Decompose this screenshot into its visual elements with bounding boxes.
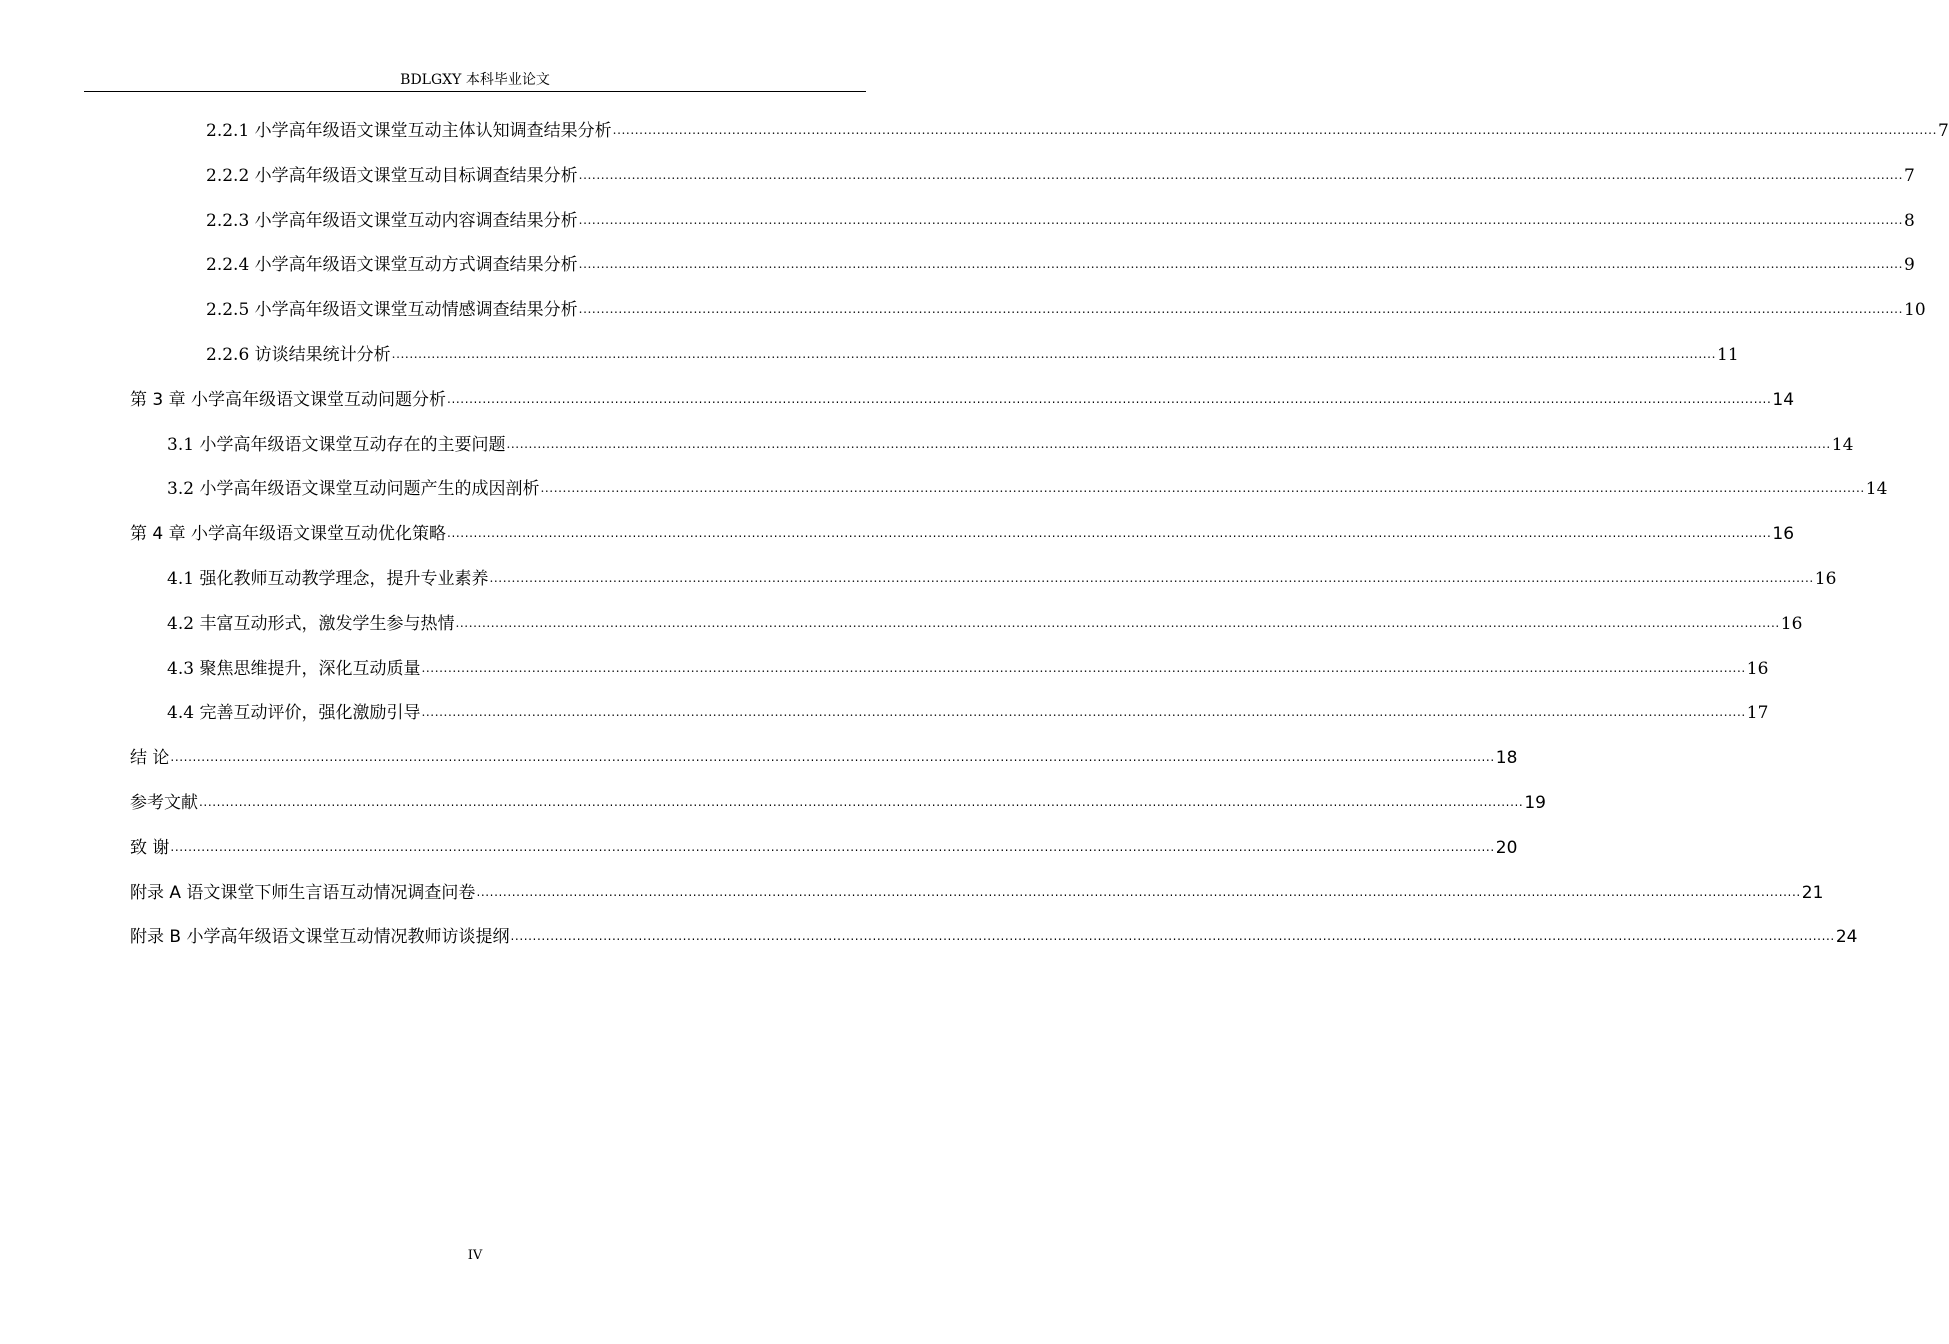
toc-entry-page: 14	[1865, 479, 1888, 500]
toc-entry-page: 21	[1801, 882, 1824, 903]
dot-leader: ............................................................................................................................................................................................................................................................................................................	[489, 571, 1814, 585]
toc-entry[interactable]	[206, 118, 1949, 142]
toc-entry[interactable]	[130, 387, 1795, 411]
toc-entry[interactable]	[167, 476, 1888, 500]
toc-entry-page: 8	[1904, 210, 1915, 231]
toc-entry[interactable]	[206, 163, 1915, 187]
dot-leader: ............................................................................................................................................................................................................................................................................................................	[447, 526, 1772, 541]
toc-entry[interactable]	[167, 566, 1837, 590]
dot-leader: ............................................................................................................................................................................................................................................................................................................	[476, 884, 1801, 899]
toc-entry-label: 第 4 章 小学高年级语文课堂互动优化策略	[130, 524, 447, 545]
dot-leader: ............................................................................................................................................................................................................................................................................................................	[170, 750, 1495, 765]
toc-entry-page: 10	[1904, 300, 1926, 321]
toc-entry-label: 4.4 完善互动评价，强化激励引导	[167, 703, 421, 724]
dot-leader: ............................................................................................................................................................................................................................................................................................................	[578, 212, 1904, 227]
toc-entry-label: 结 论	[130, 748, 170, 769]
toc-entry-page: 20	[1495, 837, 1518, 858]
toc-entry-page: 18	[1495, 748, 1518, 769]
toc-entry-label: 附录 A 语文课堂下师生言语互动情况调查问卷	[130, 882, 476, 903]
toc-entry-page: 16	[1772, 524, 1795, 545]
dot-leader: ............................................................................................................................................................................................................................................................................................................	[540, 481, 1865, 496]
toc-entry[interactable]	[206, 297, 1926, 321]
dot-leader: ............................................................................................................................................................................................................................................................................................................	[578, 167, 1904, 182]
dot-leader: ............................................................................................................................................................................................................................................................................................................	[421, 705, 1746, 720]
toc-entry-label: 3.1 小学高年级语文课堂互动存在的主要问题	[167, 434, 506, 455]
dot-leader: ............................................................................................................................................................................................................................................................................................................	[506, 436, 1831, 451]
toc-entry[interactable]	[167, 432, 1854, 456]
toc-entry-label: 参考文献	[130, 793, 198, 813]
header-rule	[84, 91, 866, 92]
dot-leader: ............................................................................................................................................................................................................................................................................................................	[447, 391, 1772, 406]
dot-leader: ............................................................................................................................................................................................................................................................................................................	[170, 839, 1495, 854]
toc-entry-page: 11	[1717, 345, 1739, 365]
dot-leader: ............................................................................................................................................................................................................................................................................................................	[612, 123, 1938, 137]
toc-entry-label: 2.2.3 小学高年级语文课堂互动内容调查结果分析	[206, 210, 578, 231]
toc-entry[interactable]	[206, 208, 1915, 232]
toc-entry-page: 9	[1904, 255, 1915, 276]
toc-entry[interactable]	[130, 880, 1824, 904]
toc-entry[interactable]	[130, 521, 1795, 545]
toc-entry-label: 2.2.6 访谈结果统计分析	[206, 345, 391, 365]
toc-entry-page: 24	[1835, 927, 1858, 948]
toc-entry-page: 7	[1938, 121, 1949, 141]
toc-entry-page: 16	[1746, 658, 1769, 679]
toc-entry-label: 3.2 小学高年级语文课堂互动问题产生的成因剖析	[167, 479, 540, 500]
toc-entry[interactable]	[130, 924, 1858, 948]
dot-leader: ............................................................................................................................................................................................................................................................................................................	[391, 347, 1717, 361]
running-header: BDLGXY 本科毕业论文	[400, 72, 550, 88]
page-number: IV	[467, 1248, 483, 1263]
toc-entry-label: 2.2.4 小学高年级语文课堂互动方式调查结果分析	[206, 255, 578, 276]
toc-entry-page: 16	[1814, 569, 1837, 589]
dot-leader: ............................................................................................................................................................................................................................................................................................................	[578, 257, 1904, 272]
toc-entry[interactable]	[167, 611, 1803, 635]
toc-entry-label: 第 3 章 小学高年级语文课堂互动问题分析	[130, 389, 447, 410]
toc-entry-page: 14	[1831, 434, 1854, 455]
toc-entry-label: 2.2.1 小学高年级语文课堂互动主体认知调查结果分析	[206, 121, 612, 141]
toc-entry-label: 附录 B 小学高年级语文课堂互动情况教师访谈提纲	[130, 927, 510, 948]
toc-entry-label: 4.3 聚焦思维提升，深化互动质量	[167, 658, 421, 679]
toc-entry[interactable]	[206, 342, 1739, 366]
dot-leader: ............................................................................................................................................................................................................................................................................................................	[421, 660, 1746, 675]
toc-entry-label: 致 谢	[130, 837, 170, 858]
toc-entry-label: 2.2.2 小学高年级语文课堂互动目标调查结果分析	[206, 165, 578, 186]
toc-entry[interactable]	[206, 252, 1915, 276]
toc-entry[interactable]	[167, 656, 1769, 680]
toc-entry-page: 7	[1904, 165, 1915, 186]
toc-entry[interactable]	[130, 745, 1518, 769]
toc-entry-page: 19	[1524, 793, 1546, 813]
toc-entry-label: 4.1 强化教师互动教学理念，提升专业素养	[167, 569, 489, 589]
toc-entry[interactable]	[130, 790, 1546, 814]
toc-entry[interactable]	[130, 835, 1518, 859]
toc-entry-label: 4.2 丰富互动形式，激发学生参与热情	[167, 613, 455, 634]
toc-entry-label: 2.2.5 小学高年级语文课堂互动情感调查结果分析	[206, 300, 578, 321]
dot-leader: ............................................................................................................................................................................................................................................................................................................	[199, 795, 1524, 809]
toc-entry-page: 14	[1772, 389, 1795, 410]
dot-leader: ............................................................................................................................................................................................................................................................................................................	[510, 929, 1835, 944]
dot-leader: ............................................................................................................................................................................................................................................................................................................	[578, 302, 1904, 317]
toc-entry[interactable]	[167, 700, 1769, 724]
dot-leader: ............................................................................................................................................................................................................................................................................................................	[455, 615, 1780, 630]
toc-entry-page: 16	[1780, 613, 1803, 634]
toc-entry-page: 17	[1746, 703, 1769, 724]
